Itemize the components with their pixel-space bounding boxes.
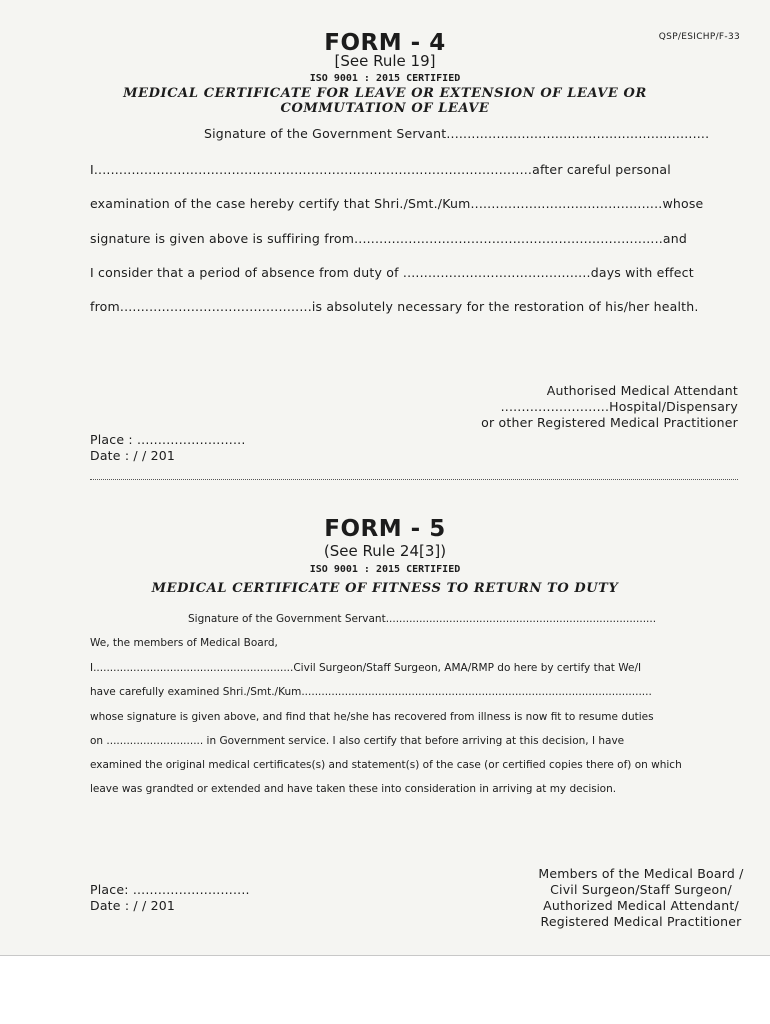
form5-board-line: Authorized Medical Attendant/ — [543, 898, 739, 913]
form4-heading-line1: MEDICAL CERTIFICATE FOR LEAVE OR EXTENSION OF LEAVE OR — [123, 86, 647, 101]
form4-rule: [See Rule 19] — [334, 52, 436, 70]
form4-title: FORM - 4 — [324, 30, 446, 56]
form5-body-line: I............................................................Civil Surgeon/Staff Surgeon, AMA/RMP do here by certify that We/I — [90, 662, 642, 674]
form4-iso: ISO 9001 : 2015 CERTIFIED — [309, 73, 461, 84]
form4-heading-line2: COMMUTATION OF LEAVE — [280, 101, 490, 116]
form5-board-line: Members of the Medical Board / — [538, 866, 744, 881]
form4-place: Place : .......................... — [90, 432, 246, 447]
form4-attendant-title: Authorised Medical Attendant — [546, 383, 738, 398]
form5-date: Date : / / 201 — [90, 898, 176, 913]
form4-attendant-practitioner: or other Registered Medical Practitioner — [481, 415, 738, 430]
form5-body-line: examined the original medical certificates(s) and statement(s) of the case (or certified copies there of) on which — [90, 759, 682, 771]
form5-place: Place: ............................ — [90, 882, 250, 897]
form-code: QSP/ESICHP/F-33 — [658, 32, 740, 42]
form5-heading: MEDICAL CERTIFICATE OF FITNESS TO RETURN TO DUTY — [151, 581, 619, 596]
form5-body-line: whose signature is given above, and find that he/she has recovered from illness is now fit to resume duties — [90, 711, 654, 723]
form5-iso: ISO 9001 : 2015 CERTIFIED — [309, 564, 461, 575]
form4-attendant-hospital: ..........................Hospital/Dispensary — [500, 399, 738, 414]
form4-signature-line: Signature of the Government Servant............................................................... — [204, 126, 710, 141]
form5-body-line: have carefully examined Shri./Smt./Kum......................................................................................................... — [90, 686, 652, 698]
section-divider — [90, 479, 738, 480]
form5-board-line: Civil Surgeon/Staff Surgeon/ — [550, 882, 732, 897]
page-bottom-edge — [0, 955, 770, 956]
form5-members-line: We, the members of Medical Board, — [90, 637, 278, 649]
form4-body-line: signature is given above is suffiring from..........................................................................and — [90, 231, 688, 246]
form4-body-line: examination of the case hereby certify that Shri./Smt./Kum..............................................whose — [90, 196, 704, 211]
form5-board-line: Registered Medical Practitioner — [540, 914, 742, 929]
form4-body-line: I consider that a period of absence from duty of .............................................days with effect — [90, 265, 694, 280]
form4-body-line: I.........................................................................................................after careful personal — [90, 162, 671, 177]
form4-body-line: from..............................................is absolutely necessary for the restoration of his/her health. — [90, 299, 699, 314]
form5-signature-line: Signature of the Government Servant................................................................................. — [188, 613, 657, 625]
form4-date: Date : / / 201 — [90, 448, 176, 463]
form5-body-line: leave was grandted or extended and have taken these into consideration in arriving at my decision. — [90, 783, 617, 795]
form5-title: FORM - 5 — [324, 516, 446, 542]
form5-body-line: on ............................. in Government service. I also certify that before arriving at this decision, I have — [90, 735, 625, 747]
form5-rule: (See Rule 24[3]) — [323, 542, 447, 560]
